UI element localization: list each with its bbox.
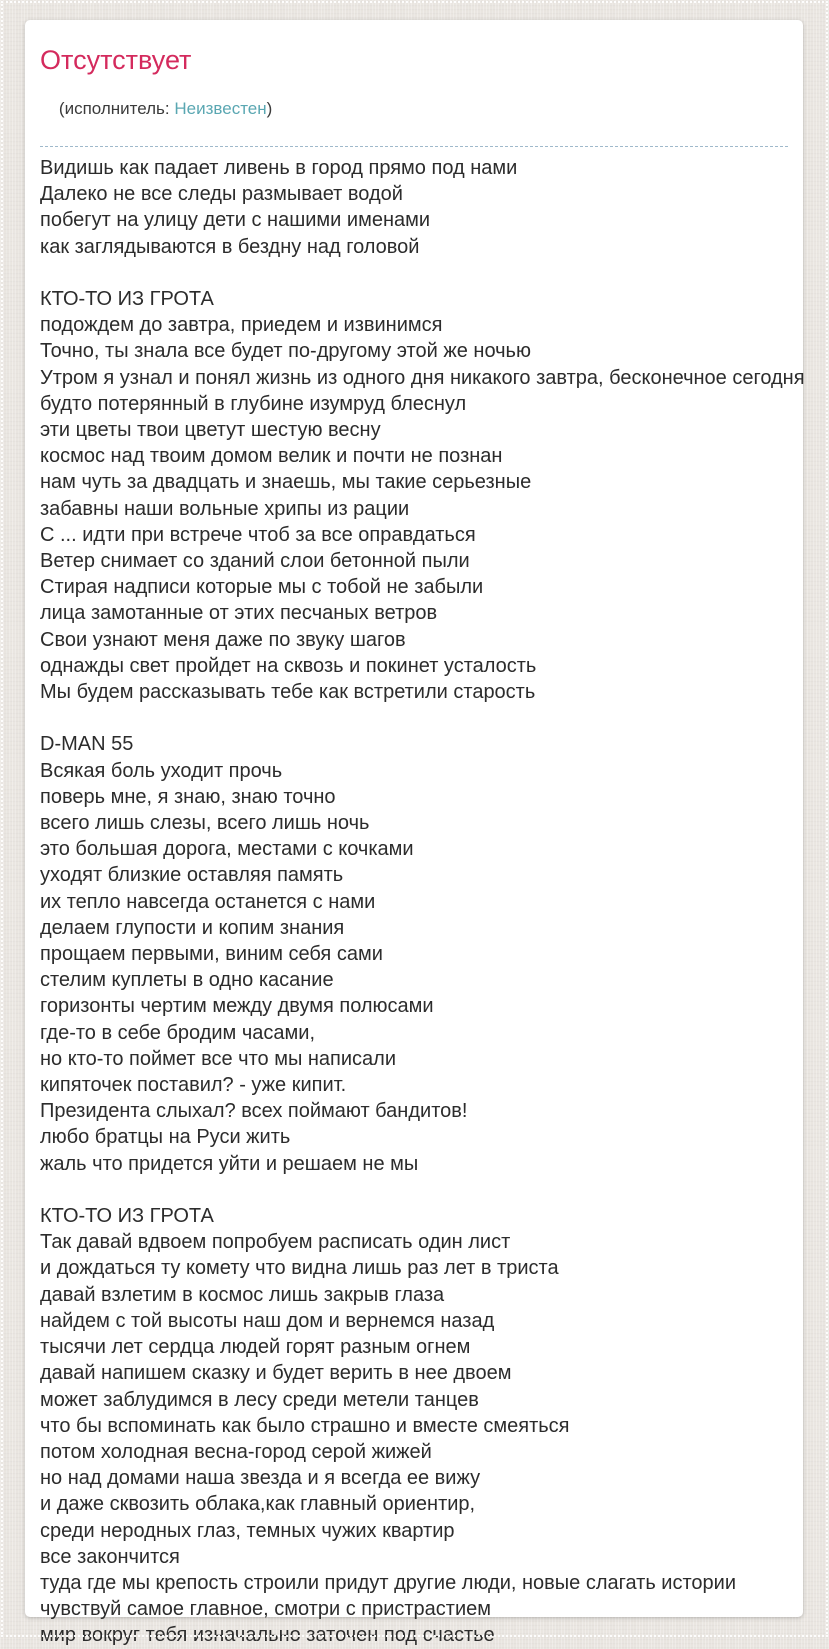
song-title: Отсутствует — [40, 45, 192, 75]
lyric-line: найдем с той высоты наш дом и вернемся назад — [40, 1309, 495, 1332]
lyric-line: но над домами наша звезда и я всегда ее вижу — [40, 1467, 481, 1490]
lyric-line: подождем до завтра, приедем и извинимся — [40, 314, 443, 337]
lyric-line: кипяточек поставил? - уже кипит. — [40, 1074, 347, 1097]
lyric-line: однажды свет пройдет на сквозь и покинет усталость — [40, 654, 537, 677]
lyric-line: тысячи лет сердца людей горят разным огнем — [40, 1336, 471, 1359]
stanza-gap — [40, 705, 788, 731]
lyric-line: КТО-ТО ИЗ ГРОТА — [40, 288, 214, 310]
lyric-line: стелим куплеты в одно касание — [40, 969, 334, 992]
lyric-line: любо братцы на Руси жить — [40, 1126, 291, 1149]
lyric-line: Мы будем рассказывать тебе как встретили старость — [40, 681, 536, 704]
lyric-line: мир вокруг тебя изначально заточен под счастье — [40, 1624, 495, 1647]
lyric-line: Всякая боль уходит прочь — [40, 759, 283, 782]
lyric-line: D-MAN 55 — [40, 733, 134, 756]
lyric-line: КТО-ТО ИЗ ГРОТА — [40, 1205, 214, 1228]
lyric-line: поверь мне, я знаю, знаю точно — [40, 785, 336, 808]
lyric-line: будто потерянный в глубине изумруд блеснул — [40, 392, 467, 415]
lyric-line: жаль что придется уйти и решаем не мы — [40, 1152, 419, 1175]
lyric-line: Так давай вдвоем попробуем расписать один лист — [40, 1231, 511, 1254]
lyric-line: давай напишем сказку и будет верить в нее двоем — [40, 1362, 512, 1385]
lyric-line: всего лишь слезы, всего лишь ночь — [40, 812, 370, 835]
lyric-line: их тепло навсегда останется с нами — [40, 890, 376, 913]
lyric-line: горизонты чертим между двумя полюсами — [40, 995, 434, 1018]
lyric-line: Видишь как падает ливень в город прямо под нами — [40, 157, 518, 179]
lyric-line: Президента слыхал? всех поймают бандитов! — [40, 1100, 468, 1123]
lyric-line: делаем глупости и копим знания — [40, 916, 345, 939]
lyric-line: и даже сквозить облака,как главный ориентир, — [40, 1493, 476, 1516]
lyric-line: уходят близкие оставляя память — [40, 864, 344, 887]
lyric-line: побегут на улицу дети с нашими именами — [40, 209, 431, 232]
lyric-line: забавны наши вольные хрипы из рации — [40, 497, 410, 520]
lyrics-card — [25, 20, 805, 1647]
artist-suffix: ) — [266, 99, 273, 118]
lyric-line: Ветер снимает со зданий слои бетонной пыли — [40, 550, 470, 573]
artist-line — [40, 79, 788, 147]
stanza-gap — [40, 260, 788, 286]
lyric-line: где-то в себе бродим часами, — [40, 1021, 316, 1044]
lyric-line: среди неродных глаз, темных чужих квартир — [40, 1519, 455, 1542]
lyric-line: космос над твоим домом велик и почти не познан — [40, 445, 503, 468]
lyric-line: эти цветы твои цветут шестую весну — [40, 419, 381, 442]
lyric-line: как заглядываются в бездну над головой — [40, 235, 420, 258]
lyric-line: потом холодная весна-город серой жижей — [40, 1440, 432, 1463]
lyric-line: Свои узнают меня даже по звуку шагов — [40, 628, 406, 651]
lyric-line: С ... идти при встрече чтоб за все оправдаться — [40, 523, 476, 546]
lyric-line: давай взлетим в космос лишь закрыв глаза — [40, 1283, 445, 1306]
lyric-line: и дождаться ту комету что видна лишь раз лет в триста — [40, 1257, 559, 1280]
lyric-line: Стирая надписи которые мы с тобой не забыли — [40, 576, 484, 599]
lyric-line: Утром я узнал и понял жизнь из одного дня никакого завтра, бесконечное сегодня — [40, 366, 805, 389]
lyric-line: это большая дорога, местами с кочками — [40, 838, 414, 861]
lyric-line: нам чуть за двадцать и знаешь, мы такие серьезные — [40, 471, 532, 494]
artist-link[interactable]: Неизвестен — [174, 99, 267, 118]
lyric-line: прощаем первыми, виним себя сами — [40, 943, 383, 966]
lyric-line: но кто-то поймет все что мы написали — [40, 1047, 397, 1070]
stanza-gap — [40, 1177, 788, 1203]
lyric-line: чувствуй самое главное, смотри с пристрастием — [40, 1598, 491, 1621]
lyric-line: Далеко не все следы размывает водой — [40, 183, 403, 206]
lyric-line: лица замотанные от этих песчаных ветров — [40, 602, 438, 625]
lyric-line: что бы вспоминать как было страшно и вместе смеяться — [40, 1414, 570, 1437]
artist-label: (исполнитель: — [58, 99, 175, 118]
lyric-line: туда где мы крепость строили придут другие люди, новые слагать истории — [40, 1571, 736, 1594]
lyric-line: все закончится — [40, 1545, 180, 1568]
lyric-line: Точно, ты знала все будет по-другому этой же ночью — [40, 340, 531, 363]
lyrics-text — [40, 155, 805, 1649]
lyric-line: может заблудимся в лесу среди метели танцев — [40, 1388, 479, 1411]
